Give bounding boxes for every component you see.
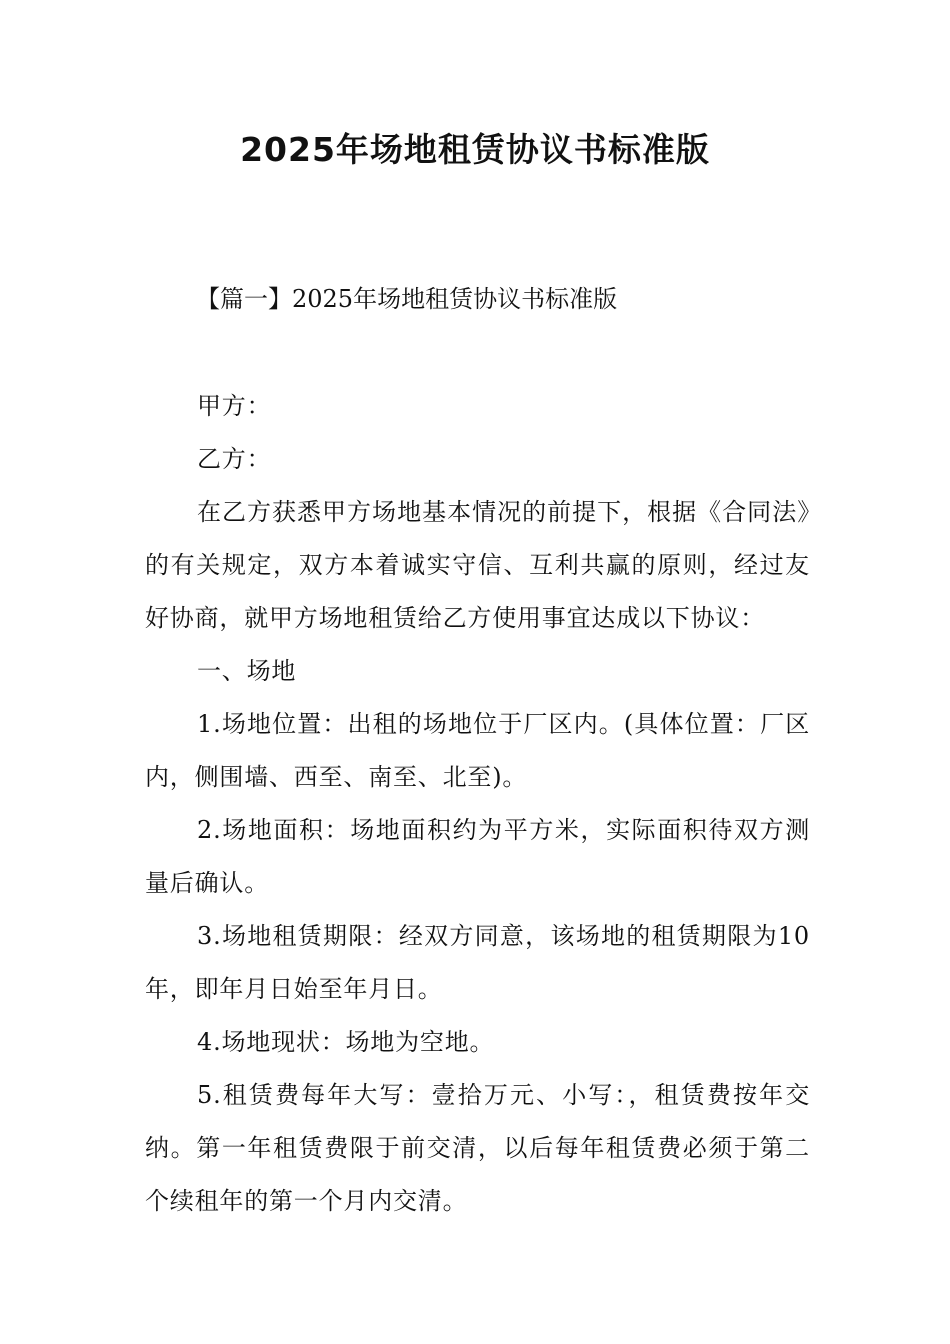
document-title: 2025年场地租赁协议书标准版 [240,130,710,169]
party-b-line: 乙方： [197,445,272,473]
clause-1-location: 1.场地位置：出租的场地位于厂区内。(具体位置：厂区内，侧围墙、西至、南至、北至)。 [145,710,810,791]
document-body [145,380,810,1228]
clause-5-rent: 5.租赁费每年大写：壹拾万元、小写：，租赁费按年交纳。第一年租赁费限于前交清，以后每年租赁费必须于第二个续租年的第一个月内交清。 [145,1081,810,1215]
section-one-heading: 一、场地 [197,657,297,685]
party-a-line: 甲方： [197,392,272,420]
clause-2-area: 2.场地面积：场地面积约为平方米，实际面积待双方测量后确认。 [145,816,810,897]
intro-paragraph: 在乙方获悉甲方场地基本情况的前提下，根据《合同法》的有关规定，双方本着诚实守信、互利共赢的原则，经过友好协商，就甲方场地租赁给乙方使用事宜达成以下协议： [145,498,810,632]
clause-3-term: 3.场地租赁期限：经双方同意，该场地的租赁期限为10年，即年月日始至年月日。 [145,922,810,1003]
section-heading: 【篇一】2025年场地租赁协议书标准版 [196,285,618,313]
clause-4-condition: 4.场地现状：场地为空地。 [197,1028,495,1056]
